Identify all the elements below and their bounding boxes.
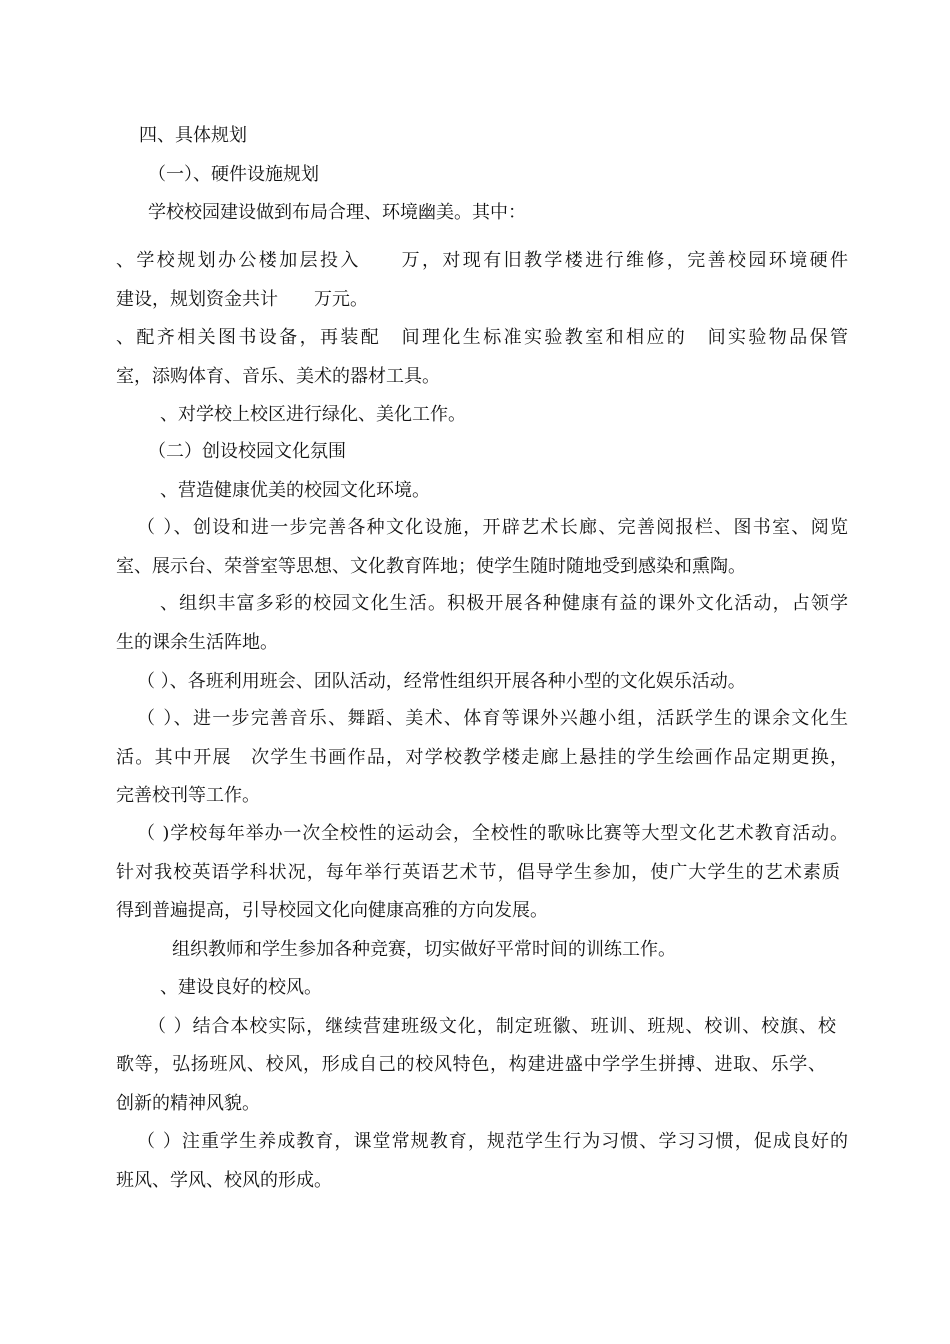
- c2-p2-line2: 活。其中开展 次学生书画作品，对学校教学楼走廊上悬挂的学生绘画作品定期更换，: [116, 747, 848, 768]
- c3-p1-line2: 歌等，弘扬班风、校风，形成自己的校风特色，构建进盛中学学生拼搏、进取、乐学、: [116, 1054, 826, 1075]
- item3-line: 、对学校上校区进行绿化、美化工作。: [160, 404, 466, 425]
- subsection-heading-culture: （二）创设校园文化氛围: [148, 441, 346, 462]
- c2-p2-line1: （ ）、进一步完善音乐、舞蹈、美术、体育等课外兴趣小组，活跃学生的课余文化生: [137, 708, 848, 729]
- c2-p2-line3: 完善校刊等工作。: [116, 785, 260, 806]
- c2-p1: （ ）、各班利用班会、团队活动，经常性组织开展各种小型的文化娱乐活动。: [137, 671, 746, 692]
- item1-line1: 、学校规划办公楼加层投入 万，对现有旧教学楼进行维修，完善校园环境硬件: [116, 250, 848, 271]
- section-heading: 四、具体规划: [139, 125, 247, 146]
- c2-p4: 组织教师和学生参加各种竞赛，切实做好平常时间的训练工作。: [172, 939, 676, 960]
- item2-line2: 室，添购体育、音乐、美术的器材工具。: [116, 366, 440, 387]
- culture1-title: 、营造健康优美的校园文化环境。: [160, 480, 430, 501]
- c1-p1-line2: 室、展示台、荣誉室等思想、文化教育阵地；使学生随时随地受到感染和熏陶。: [116, 556, 746, 577]
- culture2-line2: 生的课余生活阵地。: [116, 632, 278, 653]
- c3-p1-line3: 创新的精神风貌。: [116, 1093, 260, 1114]
- c2-p3-line2: 针对我校英语学科状况，每年举行英语艺术节，倡导学生参加，使广大学生的艺术素质: [116, 862, 840, 883]
- c3-p2-line2: 班风、学风、校风的形成。: [116, 1170, 332, 1191]
- c2-p3-line1: （ )学校每年举办一次全校性的运动会，全校性的歌咏比赛等大型文化艺术教育活动。: [137, 823, 848, 844]
- c1-p1-line1: （ ）、创设和进一步完善各种文化设施，开辟艺术长廊、完善阅报栏、图书室、阅览: [137, 517, 848, 538]
- c3-p2-line1: （ ）注重学生养成教育，课堂常规教育，规范学生行为习惯、学习习惯，促成良好的: [137, 1131, 848, 1152]
- item2-line1: 、配齐相关图书设备，再装配 间理化生标准实验教室和相应的 间实验物品保管: [116, 327, 848, 348]
- c2-p3-line3: 得到普遍提高，引导校园文化向健康高雅的方向发展。: [116, 900, 548, 921]
- item1-line2: 建设，规划资金共计 万元。: [116, 289, 368, 310]
- culture2-line1: 、组织丰富多彩的校园文化生活。积极开展各种健康有益的课外文化活动，占领学: [160, 593, 848, 614]
- culture3-title: 、建设良好的校风。: [160, 977, 322, 998]
- c3-p1-line1: （ ）结合本校实际，继续营建班级文化，制定班徽、班训、班规、校训、校旗、校: [148, 1016, 836, 1037]
- paragraph-intro: 学校校园建设做到布局合理、环境幽美。其中：: [148, 202, 526, 223]
- subsection-heading-hardware: （一）、硬件设施规划: [148, 164, 319, 185]
